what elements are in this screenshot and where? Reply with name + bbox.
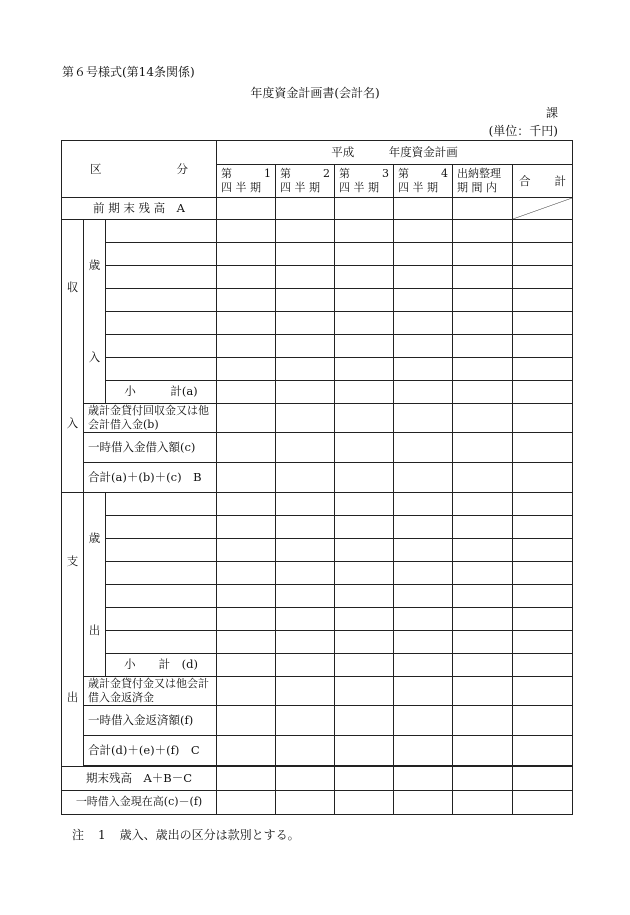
subtotal-d-label: 小 計 (d) (106, 653, 217, 676)
q1-header: 第 1 四 半 期 (217, 165, 276, 198)
temp-current-label: 一時借入金現在高(c)－(f) (62, 790, 217, 814)
q3-header: 第 3 四 半 期 (335, 165, 394, 198)
loan-out-label: 歳計金貸付金又は他会計借入金返済金 (84, 676, 217, 705)
temp-repay-label: 一時借入金返済額(f) (84, 705, 217, 735)
plan-title: 平成 年度資金計画 (217, 141, 573, 165)
settlement-period-header: 出納整理 期 間 内 (453, 165, 513, 198)
q2-header: 第 2 四 半 期 (276, 165, 335, 198)
category-header-label1: 区 (90, 161, 102, 176)
total-header: 合 計 (513, 165, 573, 198)
total-b-label: 合計(a)＋(b)＋(c) B (84, 462, 217, 492)
footnote-number: 1 (98, 828, 106, 842)
end-balance-label: 期末残高 A＋B－C (62, 766, 217, 790)
temp-borrow-label: 一時借入金借入額(c) (84, 432, 217, 462)
payments-label: 支 出 (62, 492, 84, 766)
prev-balance-label: 前 期 末 残 高 A (62, 197, 217, 219)
document-title: 年度資金計画書(会計名) (250, 86, 380, 100)
loan-recovery-label: 歳計金貸付回収金又は他会計借入金(b) (84, 403, 217, 432)
footnote-text: 歳入、歳出の区分は款別とする。 (119, 828, 300, 842)
receipts-label: 収 入 (62, 219, 84, 492)
form-number: 第６号様式(第14条関係) (62, 65, 195, 79)
q4-header: 第 4 四 半 期 (394, 165, 453, 198)
fund-plan-table (61, 140, 573, 815)
total-c-label: 合計(d)＋(e)＋(f) C (84, 735, 217, 765)
footnote (72, 826, 314, 843)
category-header (62, 141, 217, 198)
department-label: 課 (545, 106, 558, 120)
subtotal-a-label: 小 計(a) (106, 380, 217, 403)
unit-label: (単位：千円) (488, 124, 558, 138)
revenue-label: 歳 入 (84, 219, 106, 403)
footnote-prefix: 注 (72, 828, 85, 842)
diagonal-cell (513, 197, 573, 219)
expenditure-label: 歳 出 (84, 492, 106, 676)
category-header-label2: 分 (176, 161, 189, 176)
